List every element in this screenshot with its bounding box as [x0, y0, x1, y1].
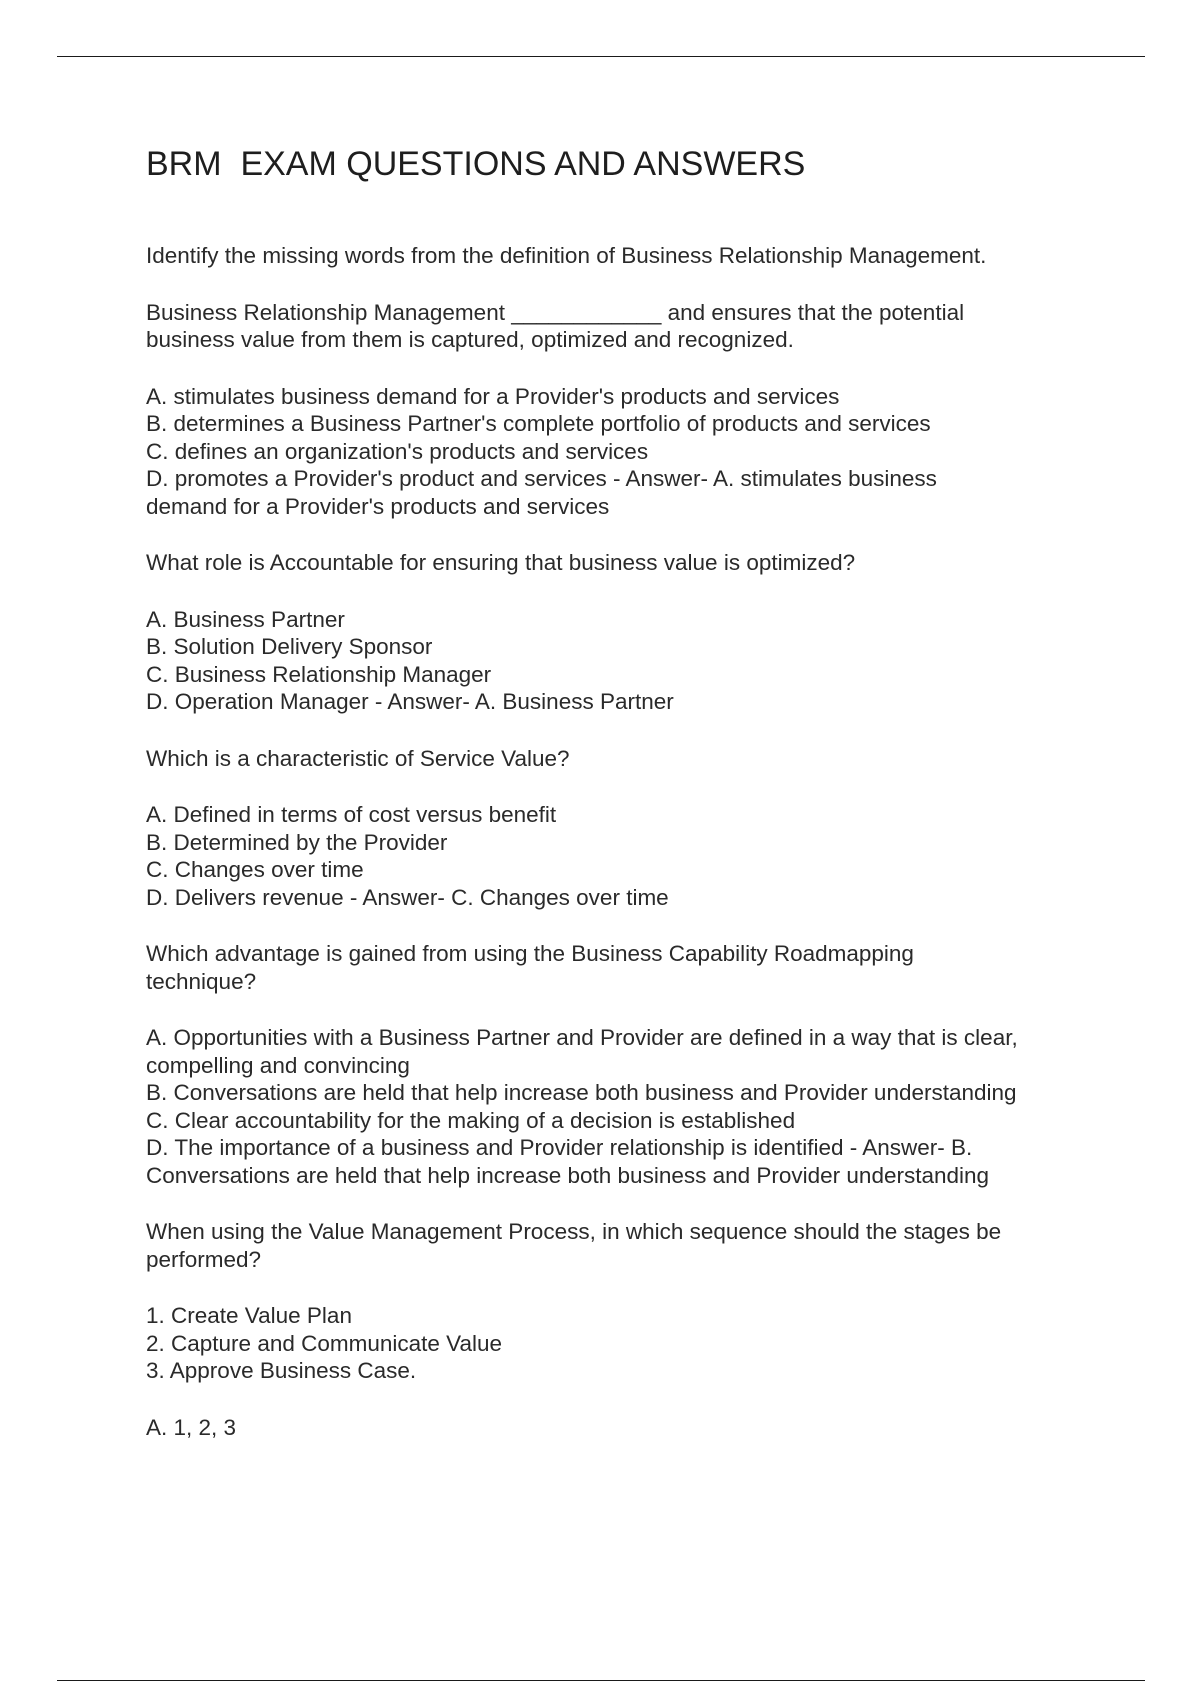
question-line: Which is a characteristic of Service Value? [146, 745, 570, 771]
options-block [146, 606, 1106, 716]
options-line: D. Delivers revenue - Answer- C. Changes over time [146, 884, 669, 910]
question-block [146, 745, 1106, 773]
question-list [146, 242, 1106, 1441]
options-line: A. Defined in terms of cost versus benefit [146, 802, 557, 827]
options-line: D. promotes a Provider's product and services - Answer- A. stimulates business [146, 466, 937, 491]
question-block [146, 1218, 1106, 1273]
list-line: 2. Capture and Communicate Value [146, 1330, 503, 1356]
page-content [146, 142, 1106, 1470]
options-line: compelling and convincing [146, 1052, 410, 1078]
options-line: D. The importance of a business and Provider relationship is identified - Answer- B. [146, 1135, 973, 1160]
options-line: B. determines a Business Partner's complete portfolio of products and services [146, 411, 931, 436]
document-title: BRM EXAM QUESTIONS AND ANSWERS [146, 145, 806, 183]
question-block [146, 549, 1106, 577]
options-line: A. 1, 2, 3 [146, 1414, 237, 1440]
question-line: When using the Value Management Process, in which sequence should the stages be [146, 1219, 1002, 1244]
options-line: Conversations are held that help increase both business and Provider understanding [146, 1162, 990, 1188]
question-line: What role is Accountable for ensuring that business value is optimized? [146, 550, 856, 575]
list-line: 3. Approve Business Case. [146, 1358, 417, 1383]
options-block [146, 801, 1106, 911]
question-line: technique? [146, 968, 257, 994]
question-block [146, 242, 1106, 270]
list-line: 1. Create Value Plan [146, 1303, 352, 1328]
options-line: demand for a Provider's products and services [146, 493, 610, 519]
question-text-line: Business Relationship Management ____________ and ensures that the potential [146, 299, 965, 325]
options-line: C. Business Relationship Manager [146, 661, 492, 687]
options-block [146, 1414, 1106, 1442]
options-block [146, 1024, 1106, 1189]
question-text-line: business value from them is captured, optimized and recognized. [146, 327, 794, 352]
options-line: C. Clear accountability for the making of a decision is established [146, 1107, 796, 1133]
options-line: B. Determined by the Provider [146, 829, 448, 855]
options-line: C. Changes over time [146, 857, 364, 882]
options-line: B. Solution Delivery Sponsor [146, 634, 433, 659]
options-line: A. Business Partner [146, 606, 345, 632]
question-text-block [146, 299, 1106, 354]
options-line: C. defines an organization's products and services [146, 438, 649, 464]
question-line: Identify the missing words from the definition of Business Relationship Management. [146, 243, 987, 268]
header-rule [57, 56, 1145, 57]
options-line: D. Operation Manager - Answer- A. Business Partner [146, 689, 674, 714]
options-line: B. Conversations are held that help increase both business and Provider understanding [146, 1080, 1017, 1105]
question-line: Which advantage is gained from using the Business Capability Roadmapping [146, 941, 914, 966]
options-line: A. Opportunities with a Business Partner and Provider are defined in a way that is clear, [146, 1025, 1018, 1050]
options-line: A. stimulates business demand for a Provider's products and services [146, 383, 840, 409]
list-block [146, 1302, 1106, 1385]
question-line: performed? [146, 1246, 262, 1272]
question-block [146, 940, 1106, 995]
options-block [146, 383, 1106, 521]
footer-rule [57, 1680, 1145, 1681]
